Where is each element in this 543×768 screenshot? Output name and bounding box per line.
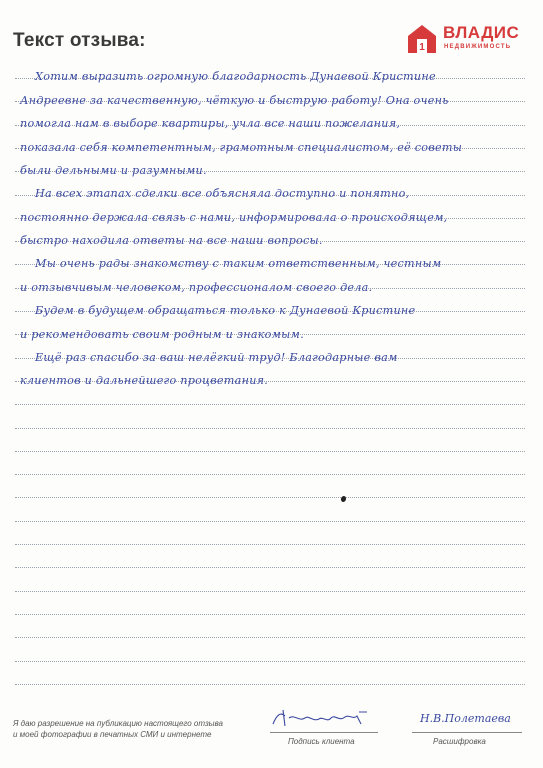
review-line: помогла нам в выборе квартиры, учла все наши пожелания, [20,117,401,130]
review-line: клиентов и дальнейшего процветания. [20,374,269,387]
review-line: Андреевне за качественную, чёткую и быструю работу! Она очень [20,94,449,107]
signature-line [270,732,378,733]
brand-tagline: НЕДВИЖИМОСТЬ [444,44,512,50]
review-line: постоянно держала связь с нами, информировала о происходящем, [20,211,448,224]
review-line: быстро находила ответы на все наши вопросы. [20,234,323,247]
ruled-line [15,428,525,429]
house-icon [407,24,437,54]
publication-consent [13,718,223,740]
ruled-line [15,521,525,522]
signature-decoding: Н.В.Полетаева [420,712,511,725]
decoding-line [412,732,522,733]
form-title: Текст отзыва: [13,30,146,51]
company-logo [407,22,533,58]
consent-line: Я даю разрешение на публикацию настоящего отзыва [13,719,223,728]
signature-caption: Подпись клиента [288,737,355,746]
brand-name: ВЛАДИС [443,23,520,42]
review-line: и рекомендовать своим родным и знакомым. [20,328,304,341]
ruled-line [15,404,525,405]
review-line: Мы очень рады знакомству с таким ответственным, честным [35,257,442,270]
ruled-line [15,614,525,615]
review-line: и отзывчивым человеком, профессионалом своего дела. [20,281,373,294]
ruled-line [15,544,525,545]
ruled-line [15,451,525,452]
review-line: Хотим выразить огромную благодарность Дунаевой Кристине [35,70,436,83]
ruled-line [15,591,525,592]
ruled-line [15,497,525,498]
review-line: Будем в будущем обращаться только к Дунаевой Кристине [35,304,416,317]
ruled-line [15,567,525,568]
review-line: были дельными и разумными. [20,164,207,177]
decoding-caption: Расшифровка [433,737,486,746]
ruled-line [15,684,525,685]
ruled-line [15,661,525,662]
review-line: показала себя компетентным, грамотным специалистом, её советы [20,141,463,154]
review-line: На всех этапах сделки все объясняла доступно и понятно, [35,187,410,200]
ruled-line [15,474,525,475]
ruled-line [15,637,525,638]
consent-line: и моей фотографии в печатных СМИ и интернете [13,730,212,739]
client-signature [265,704,377,732]
review-line: Ещё раз спасибо за ваш нелёгкий труд! Благодарные вам [35,351,398,364]
svg-text:1: 1 [419,42,425,53]
